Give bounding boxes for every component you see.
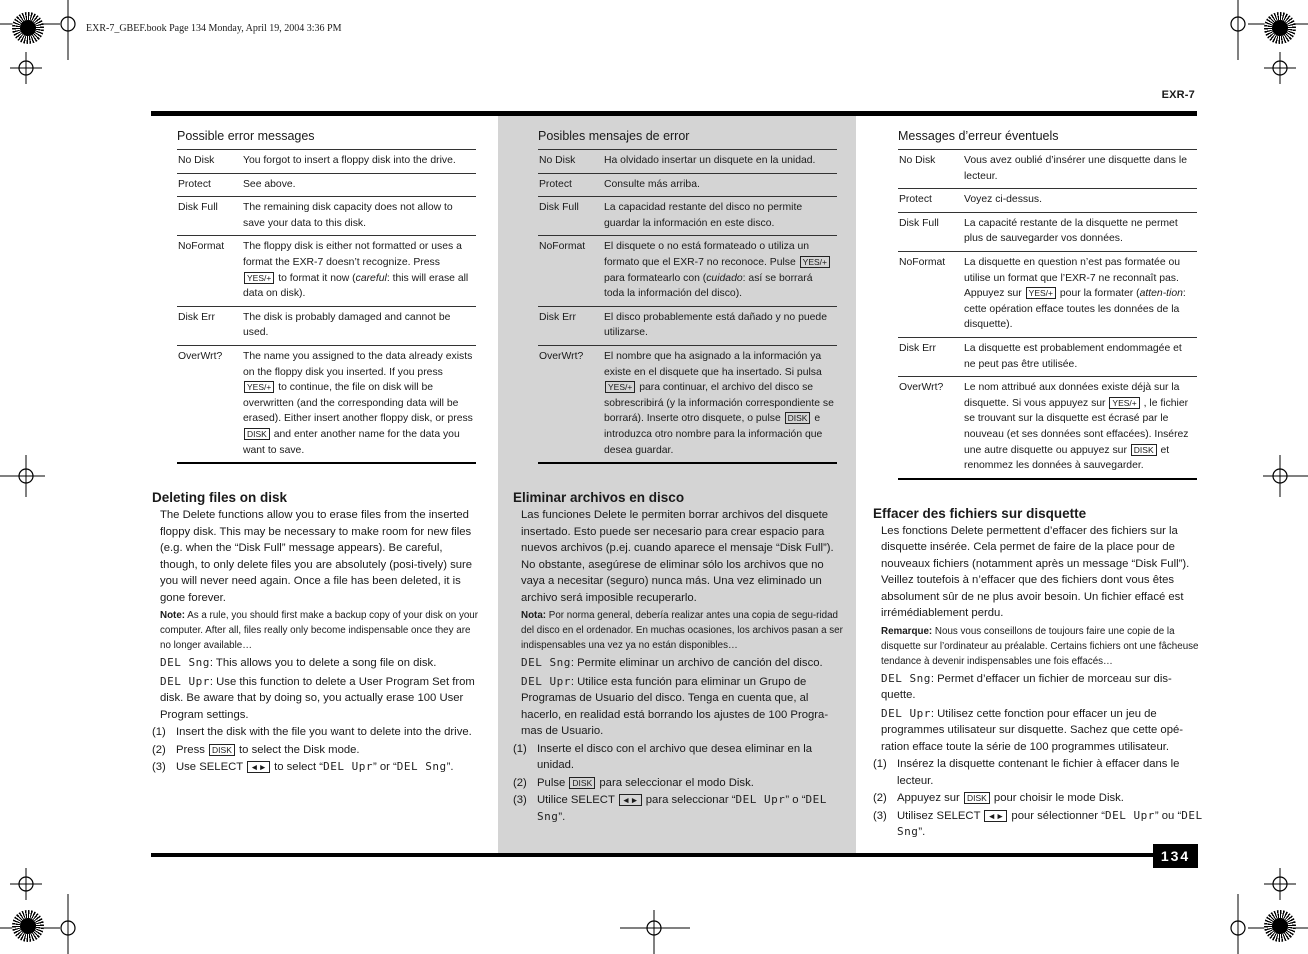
del-upr-description: DEL Upr: Use this function to delete a User Program Set from disk. Be aware that by doing so, you actually erase 100 User Program settings. <box>160 674 475 721</box>
table-row <box>538 173 837 197</box>
error-message: Ha olvidado insertar un disquete en la unidad. <box>603 150 837 174</box>
disk-key-icon: DISK <box>209 744 235 756</box>
step-2: (2) Press DISK to select the Disk mode. <box>152 743 360 756</box>
table-row <box>898 189 1197 213</box>
step-2: (2) Appuyez sur DISK pour choisir le mode Disk. <box>873 792 1124 805</box>
table-row <box>538 306 837 345</box>
select-arrows-icon: ◄► <box>247 761 270 773</box>
error-message: The remaining disk capacity does not allow to save your data to this disk. <box>242 197 476 236</box>
error-code: Disk Full <box>898 212 963 251</box>
error-code: Protect <box>538 173 603 197</box>
intro-paragraph: The Delete functions allow you to erase files from the inserted floppy disk. This may be necessary to make room for new files (e.g. when the “Disk Full” message appears). Be careful, though, to only delete files you are absolutely (posi-tively) sure you will never need again. Once a file has been deleted, it is gone forever. <box>160 509 473 604</box>
table-row <box>898 212 1197 251</box>
error-message: La capacidad restante del disco no permite guardar la información en este disco. <box>603 197 837 236</box>
brand-label: EXR-7 <box>1161 89 1195 101</box>
del-upr-description: DEL Upr: Utilisez cette fonction pour effacer un jeu de programmes utilisateur sur disquette. Sachez que cette opé-ration efface toute la série de 100 programmes utilisateur. <box>881 706 1184 753</box>
table-row <box>538 150 837 174</box>
yes-key-icon: YES/+ <box>1109 397 1139 409</box>
section-heading: Eliminar archivos en disco <box>513 490 685 506</box>
table-row <box>898 150 1197 189</box>
table-row <box>177 150 476 174</box>
select-arrows-icon: ◄► <box>619 794 642 806</box>
del-upr-description: DEL Upr: Utilice esta función para eliminar un Grupo de Programas de Usuario del disco. Tenga en cuenta que, al hacerlo, en realidad está borrando los ajustes de 100 Progra-mas de Usuario. <box>521 674 829 738</box>
error-code: Disk Err <box>538 306 603 345</box>
table-row <box>177 345 476 463</box>
page-number: 134 <box>1153 844 1198 868</box>
registration-disc-top-left <box>12 12 44 44</box>
lcd-del-upr: DEL Upr <box>160 674 210 688</box>
error-message: El disco probablemente está dañado y no puede utilizarse. <box>603 306 837 345</box>
note: Remarque: Nous vous conseillons de toujours faire une copie de la disquette sur l’ordinateur au préalable. Certains fichiers ont une fâcheuse tendance à devenir indispensables une fois effacés… <box>881 625 1199 667</box>
section-heading: Deleting files on disk <box>152 490 288 506</box>
lcd-del-sng: DEL Sng <box>881 671 931 685</box>
table-row <box>898 337 1197 376</box>
table-row <box>177 306 476 345</box>
error-code: No Disk <box>898 150 963 189</box>
lcd-del-sng: DEL Sng <box>521 656 571 670</box>
error-code: Disk Full <box>177 197 242 236</box>
error-code: OverWrt? <box>177 345 242 463</box>
table-row <box>898 377 1197 479</box>
error-message: El nombre que ha asignado a la información ya existe en el disquete que ha insertado. Si pulsa YES/+ para continuar, el archivo del disco se sobrescribirá (y la información correspondiente se borrará). Inserte otro disquete, o pulse DISK e introduzca otro nombre para la información que desea guardar. <box>603 345 837 463</box>
disk-key-icon: DISK <box>244 428 270 440</box>
error-table-title: Messages d’erreur éventuels <box>898 129 1059 143</box>
bottom-rule <box>151 853 1153 857</box>
select-arrows-icon: ◄► <box>984 810 1007 822</box>
error-message: Voyez ci-dessus. <box>963 189 1197 213</box>
error-table <box>177 149 476 464</box>
step-1: (1) Insérez la disquette contenant le fichier à effacer dans le lecteur. <box>873 758 1180 787</box>
file-info-header: EXR-7_GBEF.book Page 134 Monday, April 19, 2004 3:36 PM <box>86 23 342 34</box>
error-code: No Disk <box>538 150 603 174</box>
yes-key-icon: YES/+ <box>605 381 635 393</box>
error-message: El disquete o no está formateado o utiliza un formato que el EXR-7 no reconoce. Pulse YES/+ para formatearlo con (cuidado: así se borrará toda la información del disco). <box>603 236 837 306</box>
error-message: The name you assigned to the data already exists on the floppy disk you inserted. If you press YES/+ to continue, the file on disk will be overwritten (and the corresponding data will be erased). Either insert another floppy disk, or press DISK and enter another name for the data you want to save. <box>242 345 476 463</box>
table-row <box>177 173 476 197</box>
yes-key-icon: YES/+ <box>244 272 274 284</box>
error-code: No Disk <box>177 150 242 174</box>
step-1: (1) Inserte el disco con el archivo que desea eliminar en la unidad. <box>513 742 813 772</box>
error-code: NoFormat <box>177 236 242 306</box>
section-heading: Effacer des fichiers sur disquette <box>873 505 1087 521</box>
spanish-column <box>513 116 843 825</box>
del-sng-description: DEL Sng: This allows you to delete a song file on disk. <box>160 656 437 670</box>
table-row <box>898 251 1197 337</box>
error-code: OverWrt? <box>538 345 603 463</box>
error-code: Protect <box>898 189 963 213</box>
registration-disc-bottom-right <box>1264 910 1296 942</box>
lcd-del-sng: DEL Sng <box>160 656 210 670</box>
error-message: You forgot to insert a floppy disk into the drive. <box>242 150 476 174</box>
error-table-title: Possible error messages <box>177 129 315 143</box>
step-1: (1) Insert the disk with the file you want to delete into the drive. <box>152 726 472 739</box>
disk-key-icon: DISK <box>1131 444 1157 456</box>
error-code: Disk Full <box>538 197 603 236</box>
table-row <box>538 197 837 236</box>
disk-key-icon: DISK <box>569 777 595 789</box>
yes-key-icon: YES/+ <box>800 256 830 268</box>
step-3: (3) Utilisez SELECT ◄► pour sélectionner “DEL Upr” ou “DEL Sng”. <box>873 808 1203 839</box>
error-message: Vous avez oublié d’insérer une disquette dans le lecteur. <box>963 150 1197 189</box>
error-table-title: Posibles mensajes de error <box>538 129 690 143</box>
error-message: Consulte más arriba. <box>603 173 837 197</box>
table-row <box>538 236 837 306</box>
note: Note: As a rule, you should first make a backup copy of your disk on your computer. After all, files really only become indispensable once they are no longer available… <box>160 610 479 652</box>
error-code: NoFormat <box>898 251 963 337</box>
step-3: (3) Utilice SELECT ◄► para seleccionar “DEL Upr” o “DEL Sng”. <box>513 793 827 823</box>
error-code: Protect <box>177 173 242 197</box>
error-code: Disk Err <box>898 337 963 376</box>
error-message: La disquette est probablement endommagée et ne peut pas être utilisée. <box>963 337 1197 376</box>
table-row <box>538 345 837 463</box>
del-sng-description: DEL Sng: Permet d’effacer un fichier de morceau sur dis-quette. <box>881 671 1172 702</box>
lcd-del-upr: DEL Upr <box>521 674 571 688</box>
error-message: See above. <box>242 173 476 197</box>
error-code: Disk Err <box>177 306 242 345</box>
step-2: (2) Pulse DISK para seleccionar el modo Disk. <box>513 776 754 789</box>
intro-paragraph: Las funciones Delete le permiten borrar archivos del disquete insertado. Esto puede ser necesario para crear espacio para nuevos archivos (p.ej. cuando aparece el mensaje “Disk Full”). No obstante, asegúrese de eliminar sólo los archivos que no vaya a necesitar (seguro) nunca más. Una vez eliminado un archivo será imposible recuperarlo. <box>521 509 834 604</box>
lcd-del-upr: DEL Upr <box>881 706 931 720</box>
table-row <box>177 236 476 306</box>
error-table <box>898 149 1197 480</box>
error-code: NoFormat <box>538 236 603 306</box>
note: Nota: Por norma general, debería realizar antes una copia de segu-ridad del disco en el ordenador. En muchas ocasiones, los archivos pasan a ser indispensables una vez ya no están disponibles… <box>521 610 843 652</box>
del-sng-description: DEL Sng: Permite eliminar un archivo de canción del disco. <box>521 656 823 670</box>
disk-key-icon: DISK <box>785 412 811 424</box>
yes-key-icon: YES/+ <box>244 381 274 393</box>
french-column <box>873 116 1203 841</box>
intro-paragraph: Les fonctions Delete permettent d’effacer des fichiers sur la disquette insérée. Cela permet de faire de la place pour de nouveaux fichiers (notamment après un message “Disk Full”). Veillez toutefois à n’effacer que des fichiers dont vous êtes absolument sûr de ne plus avoir besoin. Un fichier effacé est irrémédiablement perdu. <box>881 524 1190 620</box>
step-3: (3) Use SELECT ◄► to select “DEL Upr” or “DEL Sng”. <box>152 760 454 774</box>
error-code: OverWrt? <box>898 377 963 479</box>
registration-disc-top-right <box>1264 12 1296 44</box>
error-message: The disk is probably damaged and cannot be used. <box>242 306 476 345</box>
english-column <box>152 116 482 776</box>
yes-key-icon: YES/+ <box>1026 287 1056 299</box>
error-message: Le nom attribué aux données existe déjà sur la disquette. Si vous appuyez sur YES/+ , le fichier se trouvant sur la disquette est écrasé par le nouveau (et ses données sont effacées). Insérez une autre disquette ou appuyez sur DISK et renommez les données à sauvegarder. <box>963 377 1197 479</box>
registration-disc-bottom-left <box>12 910 44 942</box>
error-message: La capacité restante de la disquette ne permet plus de sauvegarder vos données. <box>963 212 1197 251</box>
error-message: La disquette en question n’est pas formatée ou utilise un format que l’EXR-7 ne reconnaît pas. Appuyez sur YES/+ pour la formater (atten-tion: cette opération efface toutes les données de la disquette). <box>963 251 1197 337</box>
error-message: The floppy disk is either not formatted or uses a format the EXR-7 doesn’t recognize. Press YES/+ to format it now (careful: this will erase all data on disk). <box>242 236 476 306</box>
error-table <box>538 149 837 464</box>
table-row <box>177 197 476 236</box>
disk-key-icon: DISK <box>964 792 990 804</box>
